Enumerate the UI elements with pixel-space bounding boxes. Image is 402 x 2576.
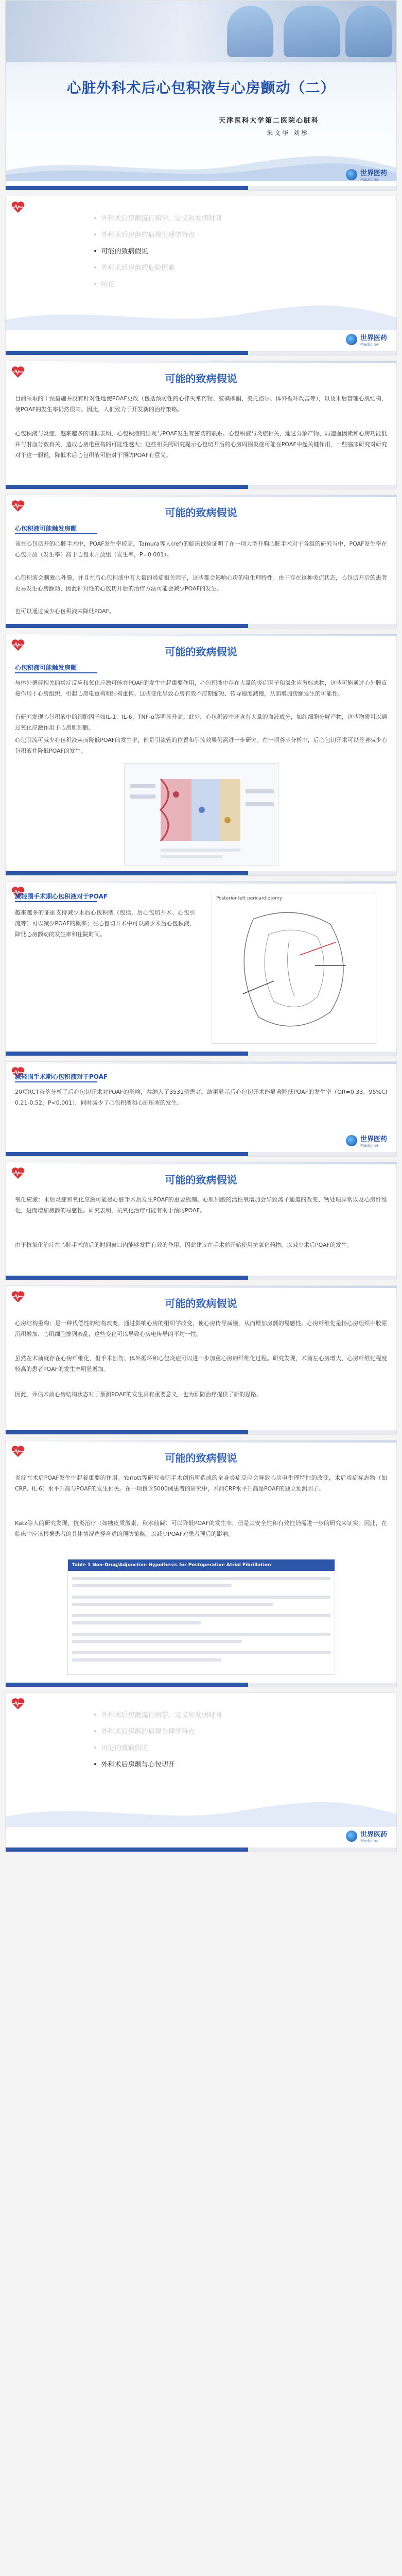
paragraph: 心包积液与炎症、越来越多的证据表明，心包积液的出现与POAF发生有密切的联系。心包积液与炎症相关，通过分解产物、局造血因素和心房功能低并与射血分数有关，造成心房电重构的可能性越大；这些相关的研究提示心包切开后的心房周围炎症可能在POAF中起关键作用，一些临床研究对研究对于这一假说，降低术后心包积液可能对于预防POAF有意义。	[15, 430, 387, 459]
globe-icon	[346, 169, 357, 180]
paragraph: 炎症在术后POAF发生中起着重要的作用。Yarlott等研究表明手术创伤所造成的全身炎症反应会导致心房电生理特性的改变，术后炎症标志物（如CRP、IL-6）水平升高与POAF的发生相关。在一项包含5000例患者的研究中，术前CRP水平升高是POAF的独立预测因子。	[15, 1475, 387, 1492]
toc-item[interactable]: • 外科术后房颤的危险因素	[93, 260, 222, 277]
surgeon-figure	[227, 6, 273, 57]
paragraph: 目前采取的干预措施并没有针对性地使POAF更改（包括预防性的心律失常药物、胺碘碘酮、美托洛尔、体外循环改善等），以及术后管理心肌结构，使POAF的发生率仍然很高。因此，人们致力于开发新的治疗策略。	[15, 395, 387, 413]
content-slide	[5, 1440, 397, 1687]
section-title: 可能的致病假说	[165, 372, 237, 385]
heart-icon	[11, 200, 25, 214]
slide-footer	[6, 186, 396, 190]
slide-topbar	[6, 495, 396, 497]
slide-footer	[6, 1276, 396, 1280]
slide-heading: 减轻围手术期心包积液对于POAF	[15, 1073, 108, 1080]
table-row	[72, 1577, 330, 1580]
paragraph: 该在心包切开的心脏手术中，POAF发生率较高，Tamura等人(ref)的临床试验证明了在一项大型开胸心脏手术对于各组的研究当中，POAF发生率在心包开放（发生率）高于心包未开放组（发生率，P=0.001）。	[15, 540, 387, 558]
toc-list	[93, 1707, 222, 1773]
slide-heading: 减轻围手术期心包积液对于POAF	[15, 893, 108, 900]
content-slide	[5, 634, 397, 876]
paragraph: 心房结构重构：是一种代偿性的结构改变，通过影响心房的组织学改变，使心房传导减慢，从而增加房颤的易感性。心房纤维化是指心房组织中胶原沉积增加、心肌细胞排列紊乱，这些变化可以导致心房电传导的不均一性。	[15, 1320, 387, 1337]
paragraph: 心包积液会刺激心外膜，并且在后心包积液中有大量的炎症相关因子，这些都会影响心房的电生理特性。由于存在这种炎症状态，心包切开后的患者更易发生心房颤动，因此针对性的心包切开后的治疗方法可能会减少POAF的发生。	[15, 574, 387, 592]
content-slide	[5, 361, 397, 489]
table-row	[72, 1658, 221, 1662]
slide-heading: 心包积液可能触发房颤	[15, 525, 77, 532]
section-title: 可能的致病假说	[165, 1297, 237, 1310]
brand-logo: 世界医药 Medicine	[346, 167, 387, 182]
mechanism-diagram	[125, 764, 278, 866]
content-slide	[5, 1162, 397, 1280]
slide-footer	[6, 871, 396, 875]
slide-footer	[6, 351, 396, 355]
paragraph: 20项RCT荟萃分析了后心包切开术对POAF的影响，共纳入了3531例患者。结果显示后心包切开术能显著降低POAF的发生率（OR=0.33，95%CI 0.21-0.52，P<0.001），同时减少了心包积液和心脏压塞的发生。	[15, 1089, 387, 1106]
table-row	[72, 1633, 330, 1636]
slide-footer	[6, 1052, 396, 1056]
slide-footer	[6, 1683, 396, 1687]
heart-icon	[11, 1697, 25, 1710]
globe-icon	[346, 334, 357, 345]
paragraph: 由于抗氧化治疗在心脏手术前后的时间窗口内能够发挥有效的作用，因此建议在手术前开始使用抗氧化药物，以减少术后POAF的发生。	[15, 1242, 353, 1248]
paragraph: 有研究发现心包积液中的细胞因子如IL-1、IL-6、TNF-α等明显升高。此外，心包积液中还含有大量的血液成分，如红细胞分解产物，这些物质可以通过氧化应激作用于心房肌细胞。	[15, 714, 387, 731]
slide-footer	[6, 1152, 396, 1156]
table-row	[72, 1621, 201, 1624]
hypothesis-table	[67, 1559, 335, 1675]
slide-heading: 心包积液可能触发房颤	[15, 664, 77, 671]
surgery-figure	[212, 892, 376, 1044]
toc-item[interactable]: • 结论	[93, 277, 222, 293]
surgeon-figure	[345, 6, 392, 57]
content-slide	[5, 1061, 397, 1157]
toc-item-active[interactable]: • 可能的致病假说	[93, 244, 222, 260]
slide-footer	[6, 624, 396, 628]
figure-caption: Posterior left pericardiotomy	[216, 896, 283, 901]
section-title: 可能的致病假说	[165, 1174, 237, 1186]
slide-footer	[6, 485, 396, 489]
paragraph: 因此，评估术前心房结构状态对于预测POAF的发生具有重要意义，也为预防治疗提供了新的思路。	[15, 1391, 262, 1398]
wave-decoration	[6, 1796, 397, 1827]
globe-icon	[346, 1135, 357, 1146]
slide-topbar	[6, 1286, 396, 1288]
content-slide	[5, 495, 397, 629]
section-title: 可能的致病假说	[165, 506, 237, 519]
content-slide	[5, 1285, 397, 1435]
table-row	[72, 1584, 232, 1587]
table-row	[72, 1651, 330, 1654]
toc-item[interactable]: • 可能的致病假说	[93, 1740, 222, 1757]
brand-logo: 世界医药 Medicine	[346, 332, 387, 347]
paragraph: 虽然在术前就存在心房纤维化，但手术创伤、体外循环和心包炎症可以进一步加重心房的纤维化过程。研究发现，术前左心房增大、心房纤维化程度较高的患者POAF的发生率明显增加。	[15, 1355, 387, 1372]
toc-item[interactable]: • 外科术后房颤的病理生理学特点	[93, 1724, 222, 1740]
section-title: 可能的致病假说	[165, 646, 237, 658]
cover-slide	[5, 0, 397, 191]
slide-footer	[6, 1430, 396, 1434]
toc-slide	[5, 1692, 397, 1852]
table-row	[72, 1640, 242, 1643]
slide-topbar	[6, 1162, 396, 1164]
paragraph: 与体外循环相关的炎症反应和氧化应激可能在POAF的发生中起重要作用，心包积液中存在大量的炎症因子和氧化应激标志物，这些可能通过心外膜直接作用于心房组织，引起心房电重构和结构重构。这些变化导致心房有效不应期缩短、传导速度减慢，从而增加房颤发生的可能性。	[15, 680, 387, 697]
slide-topbar	[6, 1062, 396, 1064]
table-row	[72, 1603, 273, 1606]
toc-item[interactable]: • 外科术后房颤流行病学、定义和发病时间	[93, 1707, 222, 1724]
paragraph: 越来越多的证据支持减少术后心包积液（包括，后心包切开术、心包引流等）可以减少POAF的概率；在心包切开术中可以减少术后心包积液，降低心房颤动的发生率和住院时间。	[15, 909, 195, 938]
content-slide	[5, 881, 397, 1056]
toc-list	[93, 211, 222, 293]
toc-item-active[interactable]: • 外科术后房颤与心包切开	[93, 1757, 222, 1773]
wave-decoration	[6, 150, 397, 181]
cover-title: 心脏外科术后心包积液与心房颤动（二）	[66, 79, 336, 96]
table-row	[72, 1614, 330, 1617]
heart-anatomy-illustration	[212, 904, 376, 1043]
slide-footer	[6, 1848, 396, 1852]
brand-logo: 世界医药 Medicine	[346, 1133, 387, 1148]
surgeon-figure	[284, 6, 340, 57]
paragraph: 也可以通过减少心包积液来降低POAF。	[15, 608, 115, 615]
slide-topbar	[6, 634, 396, 636]
table-title: Table 1 Non-Drug/Adjunctive Hypothesis for Postoperative Atrial Fibrillation	[72, 1563, 271, 1568]
globe-icon	[346, 1831, 357, 1842]
slide-topbar	[6, 1440, 396, 1443]
toc-item[interactable]: • 外科术后房颤的病理生理学特点	[93, 227, 222, 244]
paragraph: Katz等人的研究发现，抗炎治疗（如糖皮质激素、秋水仙碱）可以降低POAF的发生率，但是其安全性和有效性仍需进一步的研究来证实。因此，在临床中应该根据患者的具体情况选择合适的预防策略，以减少POAF对患者预后的影响。	[15, 1520, 387, 1537]
slide-topbar	[6, 361, 396, 363]
slide-topbar	[6, 882, 396, 884]
brand-logo: 世界医药 Medicine	[346, 1829, 387, 1843]
mechanism-figure	[124, 763, 278, 866]
paragraph: 心包引流可减少心包积液从而降低POAF的发生率，但是引流管的位置和引流效果仍需进一步研究。在一项荟萃分析中，后心包切开术可以显著减少心包积液并降低POAF的发生。	[15, 737, 387, 754]
paragraph: 氧化应激：术后炎症和氧化应激可能是心脏手术后发生POAF的重要机制。心肌细胞的活性氧增加会导致离子通道的改变、钙处理异常以及心房纤维化，进而增加房颤的易感性。研究表明，抗氧化治疗可能有助于预防POAF。	[15, 1196, 387, 1214]
toc-item[interactable]: • 外科术后房颤流行病学、定义和发病时间	[93, 211, 222, 227]
cover-hospital: 天津医科大学第二医院心脏科	[218, 117, 319, 125]
section-title: 可能的致病假说	[165, 1452, 237, 1464]
toc-slide	[5, 196, 397, 355]
cover-authors: 朱文华 刘彤	[267, 129, 309, 137]
table-row	[72, 1596, 330, 1599]
wave-decoration	[6, 299, 397, 330]
